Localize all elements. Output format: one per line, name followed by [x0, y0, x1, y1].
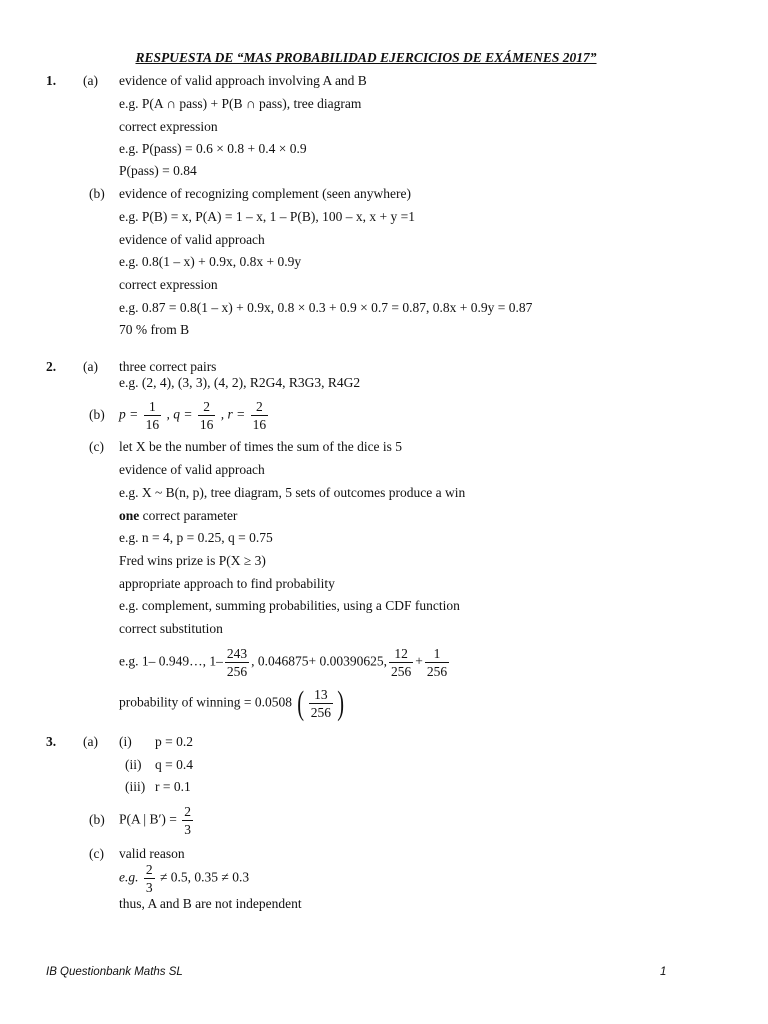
part-label: (a) — [83, 734, 98, 749]
fraction — [425, 645, 449, 680]
answer-line: e.g. P(A ∩ pass) + P(B ∩ pass), tree diagram — [119, 96, 362, 111]
bold-text: one — [119, 508, 140, 523]
numerator: 2 — [184, 804, 192, 819]
answer-line: evidence of recognizing complement (seen anywhere) — [119, 186, 411, 201]
question-number: 3. — [46, 734, 57, 749]
answer-text: + — [415, 653, 423, 669]
answer-line: Fred wins prize is P(X ≥ 3) — [119, 553, 266, 568]
answer-text: probability of winning = 0.0508 — [119, 694, 292, 710]
answer-line: correct expression — [119, 277, 218, 292]
answer-line: e.g. P(pass) = 0.6 × 0.8 + 0.4 × 0.9 — [119, 141, 307, 156]
fraction — [225, 645, 249, 680]
answer-line: e.g. n = 4, p = 0.25, q = 0.75 — [119, 530, 273, 545]
answer-text: correct parameter — [139, 508, 238, 523]
answer-line: correct substitution — [119, 621, 223, 636]
fraction — [389, 645, 413, 680]
denominator: 256 — [426, 664, 448, 679]
part-label: (a) — [83, 73, 98, 88]
answer-line: e.g. (2, 4), (3, 3), (4, 2), R2G4, R3G3, R4G2 — [119, 375, 361, 390]
denominator: 16 — [199, 417, 214, 432]
fraction — [144, 861, 155, 896]
left-paren: ( — [297, 684, 305, 722]
math-text: p = — [119, 406, 139, 422]
fraction — [144, 398, 162, 433]
fraction — [251, 398, 269, 433]
answer-line — [119, 508, 237, 524]
answer-line: appropriate approach to find probability — [119, 576, 335, 591]
answer-line: P(pass) = 0.84 — [119, 163, 197, 178]
numerator: 2 — [198, 398, 216, 416]
numerator: 13 — [309, 686, 333, 704]
numerator: 2 — [251, 398, 269, 416]
subpart-label: (ii) — [125, 757, 142, 772]
part-label: (c) — [89, 439, 104, 454]
answer-line — [119, 686, 346, 721]
answer-line: q = 0.4 — [155, 757, 193, 772]
answer-text: e.g. 1– 0.949…, 1– — [119, 653, 223, 669]
answer-line: 70 % from B — [119, 322, 190, 337]
part-label: (b) — [89, 407, 105, 422]
answer-line: valid reason — [119, 846, 185, 861]
part-label: (a) — [83, 359, 98, 374]
numerator: 1 — [144, 398, 162, 416]
numerator: 1 — [425, 645, 449, 663]
part-label: (c) — [89, 846, 104, 861]
page-number: 1 — [660, 966, 667, 978]
page-title: RESPUESTA DE “MAS PROBABILIDAD EJERCICIOS DE EXÁMENES 2017” — [135, 50, 597, 65]
answer-line: e.g. P(B) = x, P(A) = 1 – x, 1 – P(B), 100 – x, x + y =1 — [119, 209, 415, 224]
question-number: 1. — [46, 73, 57, 88]
denominator: 3 — [184, 822, 192, 837]
fraction — [309, 686, 333, 721]
answer-line: three correct pairs — [119, 359, 217, 374]
answer-line: r = 0.1 — [155, 779, 191, 794]
numerator: 2 — [145, 862, 153, 877]
denominator: 16 — [252, 417, 267, 432]
answer-line: thus, A and B are not independent — [119, 896, 302, 911]
answer-line — [119, 398, 270, 433]
answer-line: evidence of valid approach — [119, 462, 265, 477]
fraction — [182, 803, 193, 838]
answer-line — [119, 645, 451, 680]
denominator: 16 — [145, 417, 160, 432]
denominator: 256 — [391, 664, 412, 679]
right-paren: ) — [337, 684, 344, 722]
answer-line: evidence of valid approach — [119, 232, 265, 247]
answer-line: evidence of valid approach involving A and B — [119, 73, 367, 88]
answer-line: e.g. 0.87 = 0.8(1 – x) + 0.9x, 0.8 × 0.3 + 0.9 × 0.7 = 0.87, 0.8x + 0.9y = 0.87 — [119, 300, 533, 315]
answer-line — [119, 803, 195, 838]
answer-line: e.g. X ~ B(n, p), tree diagram, 5 sets of outcomes produce a win — [119, 485, 466, 500]
math-text: , r = — [220, 406, 246, 422]
answer-line: e.g. 0.8(1 – x) + 0.9x, 0.8x + 0.9y — [119, 254, 302, 269]
footer-source: IB Questionbank Maths SL — [46, 966, 183, 978]
question-number: 2. — [46, 359, 57, 374]
part-label: (b) — [89, 186, 105, 201]
answer-text: e.g. — [119, 869, 139, 885]
fraction — [198, 398, 216, 433]
answer-text: , 0.046875+ 0.00390625, — [251, 653, 387, 669]
denominator: 256 — [310, 705, 331, 720]
numerator: 12 — [389, 645, 413, 663]
answer-line — [119, 861, 249, 896]
answer-text: P(A | B′) = — [119, 811, 177, 827]
answer-line: p = 0.2 — [155, 734, 193, 749]
answer-line: e.g. complement, summing probabilities, using a CDF function — [119, 598, 460, 613]
subpart-label: (iii) — [125, 779, 146, 794]
math-text: , q = — [166, 406, 193, 422]
numerator: 243 — [226, 646, 248, 661]
denominator: 256 — [226, 664, 248, 679]
part-label: (b) — [89, 812, 105, 827]
denominator: 3 — [145, 880, 153, 895]
answer-line: let X be the number of times the sum of the dice is 5 — [119, 439, 403, 454]
answer-line: correct expression — [119, 119, 218, 134]
answer-text: ≠ 0.5, 0.35 ≠ 0.3 — [160, 869, 250, 885]
subpart-label: (i) — [119, 734, 132, 749]
